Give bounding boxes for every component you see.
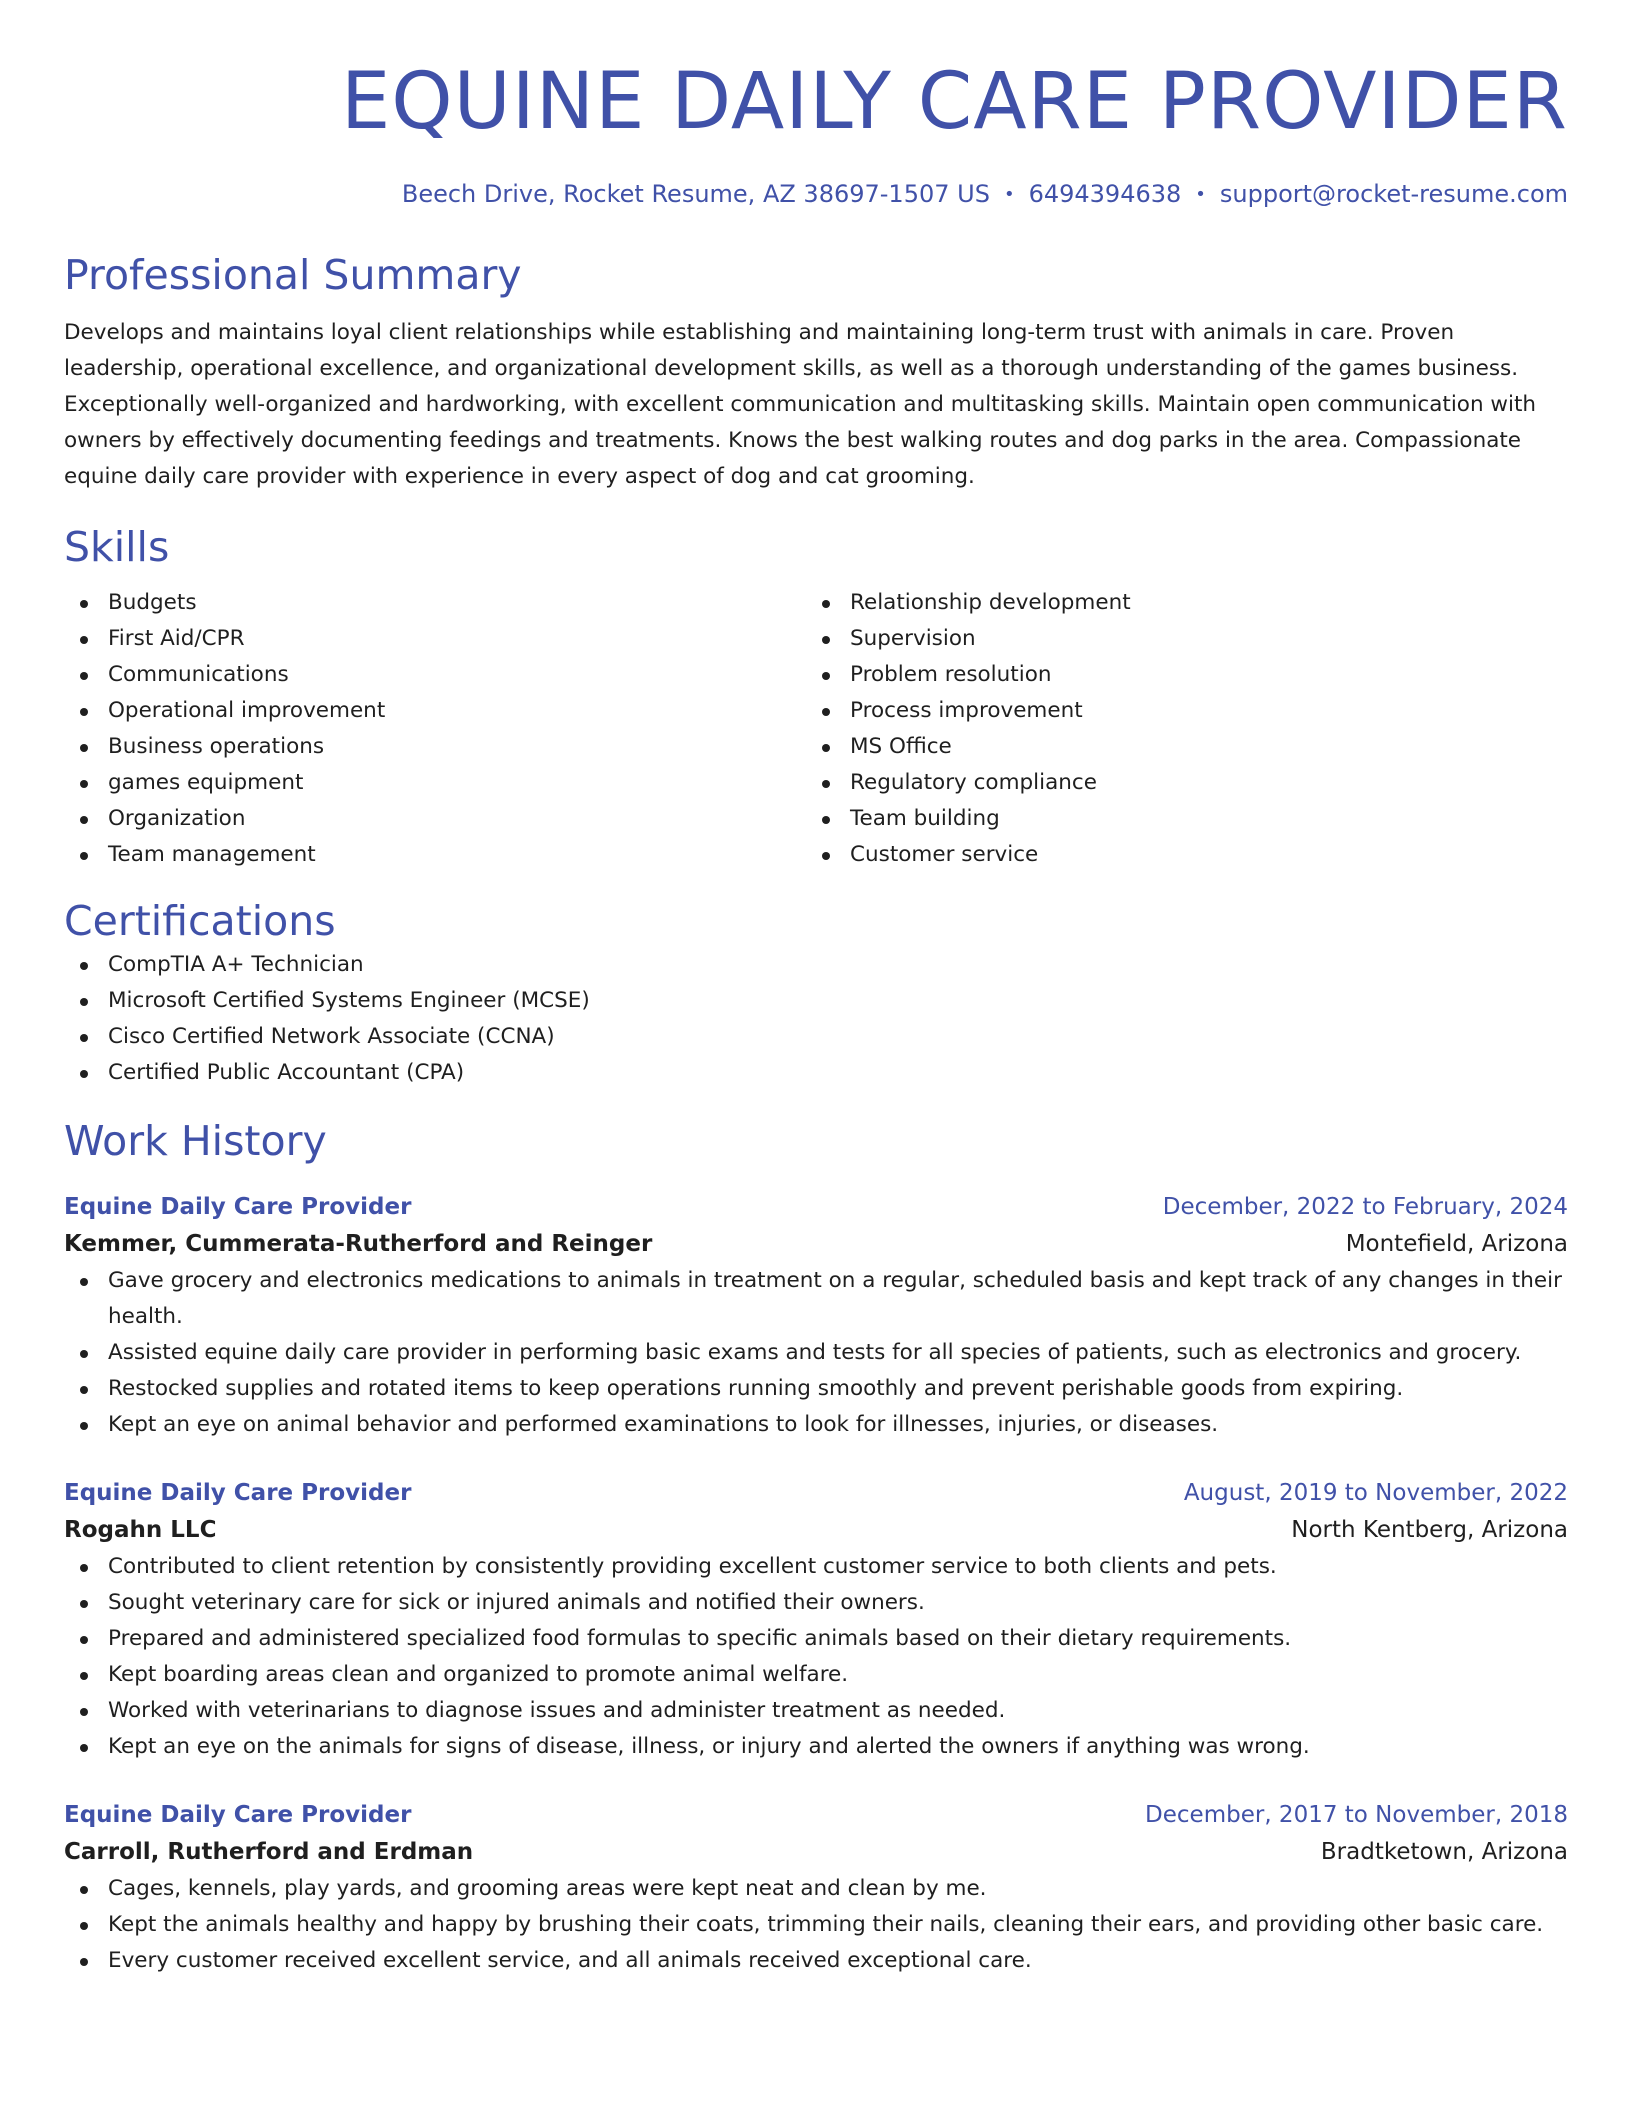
skill-item [806,837,1548,873]
contact-separator: • [1003,184,1015,205]
job-duty-item-text: Sought veterinary care for sick or injured animals and notified their owners. [108,1590,925,1615]
bullet-icon [80,1708,88,1716]
certification-item [64,1019,1568,1055]
skills-grid [64,585,1568,873]
bullet-icon [80,998,88,1006]
certification-item [64,947,1568,983]
skill-item-text: Regulatory compliance [850,770,1097,795]
bullet-icon [80,1350,88,1358]
bullet-icon [80,1564,88,1572]
skill-item-text: Team building [850,806,1000,831]
skill-item-text: First Aid/CPR [108,626,245,651]
job-title-row [64,1475,1568,1511]
job-duty-item [64,1335,1568,1371]
job-company-row [64,1225,1568,1263]
skill-item-text: Supervision [850,626,976,651]
bullet-icon [80,962,88,970]
job-duty-item [64,1943,1568,1979]
skill-item-text: Organization [108,806,246,831]
job-dates: August, 2019 to November, 2022 [1183,1480,1568,1506]
bullet-icon [80,744,88,752]
skill-item-text: Process improvement [850,698,1083,723]
bullet-icon [80,1744,88,1752]
skill-item-text: games equipment [108,770,304,795]
bullet-icon [822,816,830,824]
job-duty-item-text: Kept boarding areas clean and organized to promote animal welfare. [108,1662,849,1687]
bullet-icon [80,1886,88,1894]
job-duty-item-text: Kept an eye on animal behavior and performed examinations to look for illnesses, injuries, or diseases. [108,1412,1219,1437]
job-duty-item [64,1871,1568,1907]
job-duty-item [64,1657,1568,1693]
job-duty-item [64,1407,1568,1443]
job-company: Kemmer, Cummerata-Rutherford and Reinger [64,1231,653,1257]
candidate-name: EQUINE DAILY CARE PROVIDER [340,57,1568,147]
bullet-icon [80,1278,88,1286]
skill-item [806,801,1548,837]
job-dates: December, 2017 to November, 2018 [1145,1802,1568,1828]
bullet-icon [80,1672,88,1680]
job-duty-item [64,1263,1568,1335]
certification-item [64,983,1568,1019]
skill-item [806,693,1548,729]
contact-phone: 6494394638 [1028,180,1182,208]
bullet-icon [80,1386,88,1394]
skills-column-right [806,585,1548,873]
certification-item-text: Certified Public Accountant (CPA) [108,1060,465,1085]
skill-item-text: Communications [108,662,289,687]
bullet-icon [80,1922,88,1930]
bullet-icon [80,636,88,644]
job-duty-item-text: Cages, kennels, play yards, and grooming areas were kept neat and clean by me. [108,1876,987,1901]
skill-item [806,657,1548,693]
bullet-icon [80,852,88,860]
skill-item [64,729,806,765]
skill-item-text: Business operations [108,734,325,759]
job-duty-item [64,1729,1568,1765]
certification-item-text: CompTIA A+ Technician [108,952,364,977]
job-duty-item [64,1549,1568,1585]
skill-item-text: Operational improvement [108,698,386,723]
job-location: Bradtketown, Arizona [1320,1839,1568,1865]
bullet-icon [80,1422,88,1430]
bullet-icon [80,1636,88,1644]
job-duties-list [64,1549,1568,1765]
bullet-icon [822,744,830,752]
job-duty-item-text: Worked with veterinarians to diagnose issues and administer treatment as needed. [108,1698,1006,1723]
certifications-heading: Certifications [64,897,336,945]
job-duty-item [64,1907,1568,1943]
skill-item [64,765,806,801]
bullet-icon [822,636,830,644]
certification-item [64,1055,1568,1091]
skill-item-text: MS Office [850,734,952,759]
bullet-icon [822,708,830,716]
bullet-icon [80,780,88,788]
job-location: Montefield, Arizona [1345,1231,1568,1257]
job-duty-item-text: Every customer received excellent service, and all animals received exceptional care. [108,1948,1032,1973]
job-duty-item [64,1585,1568,1621]
bullet-icon [80,600,88,608]
job-duty-item [64,1621,1568,1657]
skill-item [806,765,1548,801]
resume-header [64,0,1568,211]
job-entry [64,1189,1568,1443]
skills-list-left [64,585,806,873]
job-duty-item [64,1693,1568,1729]
job-entry [64,1475,1568,1765]
job-title-row [64,1189,1568,1225]
job-title: Equine Daily Care Provider [64,1802,412,1828]
skill-item [64,693,806,729]
job-title: Equine Daily Care Provider [64,1480,412,1506]
summary-text: Develops and maintains loyal client relationships while establishing and maintaining long-term trust with animals in care. Proven leadership, operational excellence, and organizational development skills, as well as a thorough understanding of the games business. Exceptionally well-organized and hardworking, with excellent communication and multitasking skills. Maintain open communication with owners by effectively documenting feedings and treatments. Knows the best walking routes and dog parks in the area. Compassionate equine daily care provider with experience in every aspect of dog and cat grooming. [64,320,1537,489]
bullet-icon [80,1600,88,1608]
job-duty-item-text: Assisted equine daily care provider in performing basic exams and tests for all species of patients, such as electronics and grocery. [108,1340,1522,1365]
certification-item-text: Microsoft Certified Systems Engineer (MCSE) [108,988,590,1013]
bullet-icon [80,816,88,824]
skill-item [806,621,1548,657]
contact-email[interactable]: support@rocket-resume.com [1219,180,1568,208]
resume-page [64,0,1568,1979]
job-location: North Kentberg, Arizona [1291,1517,1568,1543]
skill-item [64,801,806,837]
certifications-list [64,947,1568,1091]
skills-list-right [806,585,1548,873]
work-history-heading: Work History [64,1117,327,1165]
bullet-icon [80,672,88,680]
contact-separator: • [1195,184,1206,205]
skill-item-text: Customer service [850,842,1039,867]
contact-line [64,178,1568,211]
job-duty-item-text: Kept an eye on the animals for signs of disease, illness, or injury and alerted the owners if anything was wrong. [108,1734,1310,1759]
skill-item-text: Problem resolution [850,662,1052,687]
skill-item-text: Relationship development [850,590,1131,615]
skill-item [64,585,806,621]
bullet-icon [822,600,830,608]
certification-item-text: Cisco Certified Network Associate (CCNA) [108,1024,555,1049]
skill-item [64,621,806,657]
job-company: Carroll, Rutherford and Erdman [64,1839,474,1865]
job-company: Rogahn LLC [64,1517,217,1543]
skills-heading: Skills [64,523,170,571]
bullet-icon [822,672,830,680]
job-duty-item [64,1371,1568,1407]
skill-item [64,837,806,873]
bullet-icon [80,708,88,716]
job-title: Equine Daily Care Provider [64,1194,412,1220]
job-duties-list [64,1263,1568,1443]
job-duty-item-text: Restocked supplies and rotated items to keep operations running smoothly and prevent perishable goods from expiring. [108,1376,1404,1401]
skills-column-left [64,585,806,873]
job-duty-item-text: Gave grocery and electronics medications to animals in treatment on a regular, scheduled basis and kept track of any changes in their health. [108,1268,1562,1329]
skill-item [806,729,1548,765]
skill-item [64,657,806,693]
job-company-row [64,1511,1568,1549]
job-duty-item-text: Kept the animals healthy and happy by brushing their coats, trimming their nails, cleaning their ears, and providing other basic care. [108,1912,1544,1937]
summary-heading: Professional Summary [64,251,522,299]
bullet-icon [80,1070,88,1078]
bullet-icon [80,1034,88,1042]
skill-item [806,585,1548,621]
bullet-icon [822,780,830,788]
contact-address: Beech Drive, Rocket Resume, AZ 38697-1507 US [401,180,990,208]
job-duties-list [64,1871,1568,1979]
job-entry [64,1797,1568,1979]
bullet-icon [80,1958,88,1966]
job-duty-item-text: Contributed to client retention by consistently providing excellent customer service to both clients and pets. [108,1554,1277,1579]
skill-item-text: Team management [108,842,316,867]
job-company-row [64,1833,1568,1871]
job-title-row [64,1797,1568,1833]
job-duty-item-text: Prepared and administered specialized food formulas to specific animals based on their dietary requirements. [108,1626,1292,1651]
skill-item-text: Budgets [108,590,197,615]
bullet-icon [822,852,830,860]
job-dates: December, 2022 to February, 2024 [1162,1194,1568,1220]
